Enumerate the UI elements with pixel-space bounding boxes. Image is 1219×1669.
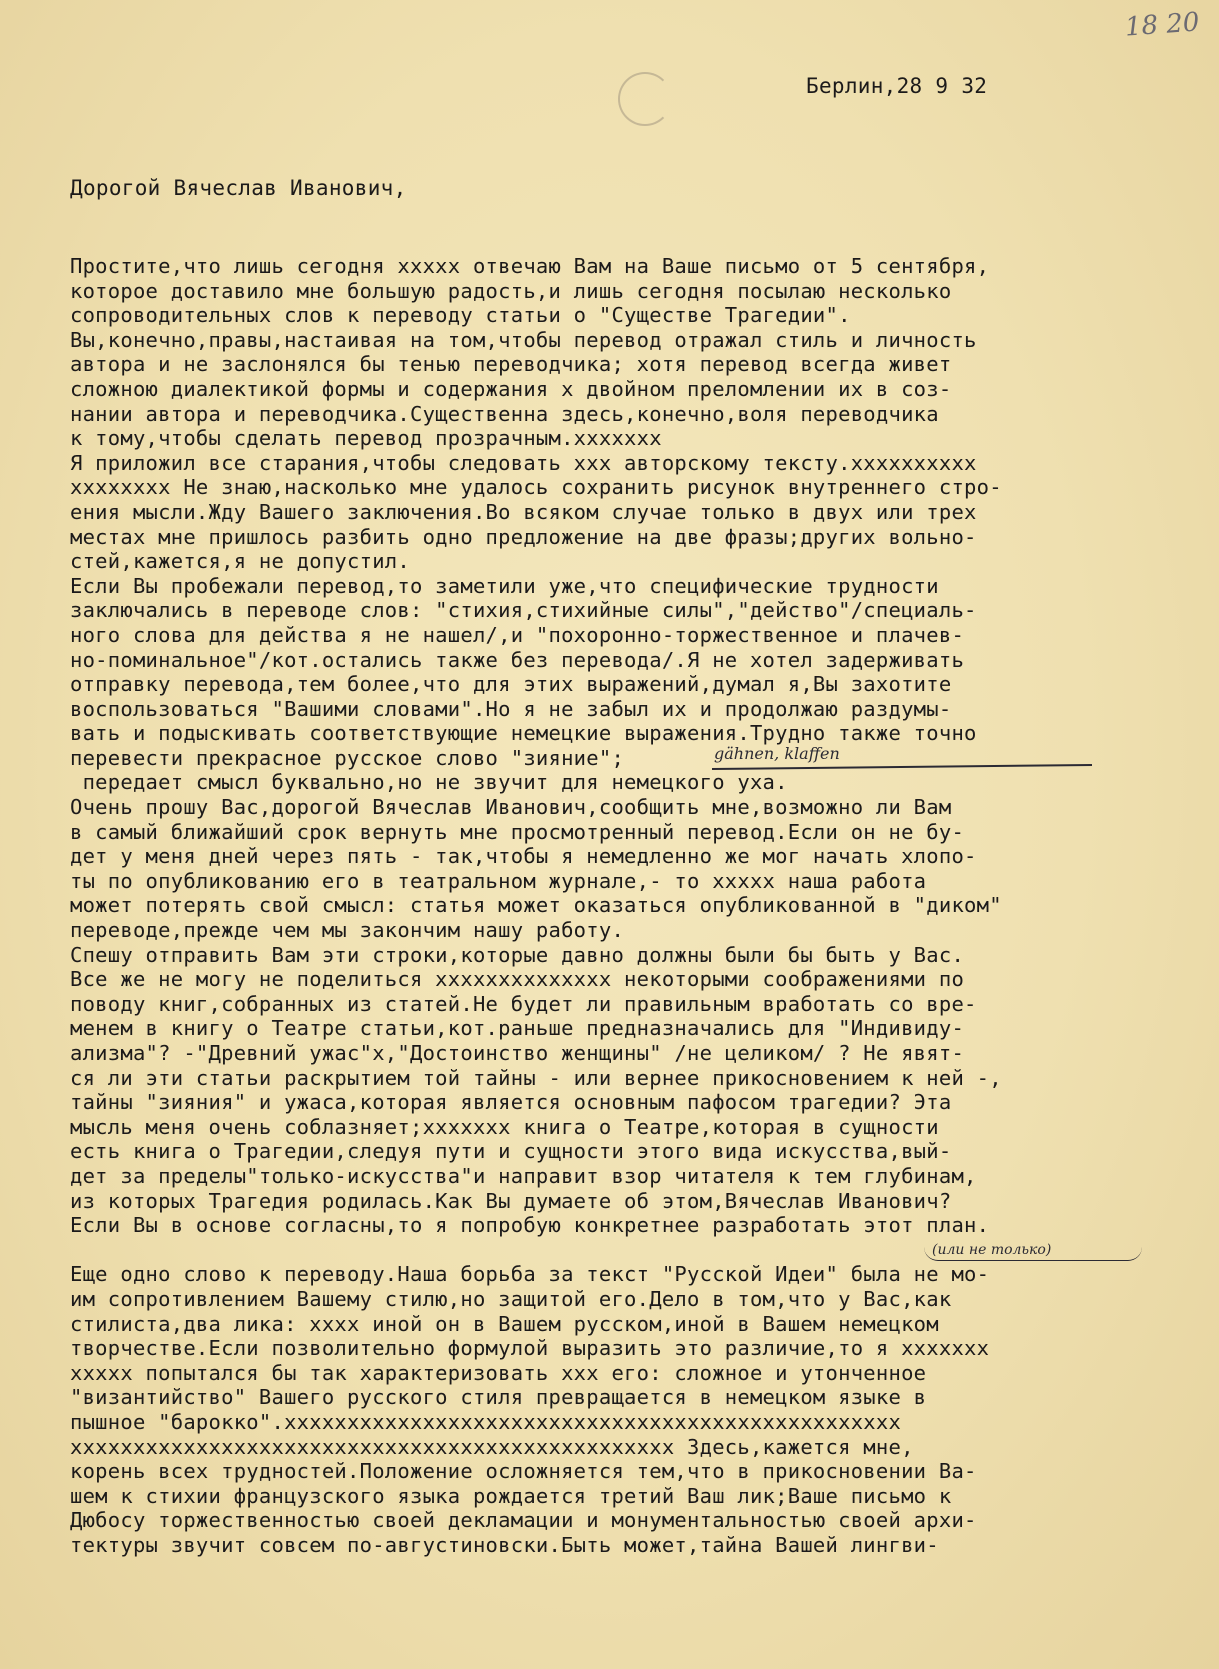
text-line: тектуры звучит совсем по-августиновски.Быть может,тайна Вашей лингви- xyxy=(70,1532,939,1557)
text-line: вать и подыскивать соответствующие немецкие выражения.Трудно также точно xyxy=(70,721,977,746)
text-line: ты по опубликованию его в театральном журнале,- то xxxxx наша работа xyxy=(70,868,927,893)
text-line: может потерять свой смысл: статья может оказаться опубликованной в "диком" xyxy=(70,893,1002,918)
archive-number: 18 20 xyxy=(1123,7,1200,43)
text-line: Если Вы пробежали перевод,то заметили уже,что специфические трудности xyxy=(70,573,939,598)
paragraph-2 xyxy=(70,1262,1180,1557)
text-line: творчестве.Если позволительно формулой выразить это различие,то я xxxxxxx xyxy=(70,1336,990,1361)
text-line: в самый ближайший срок вернуть мне просмотренный перевод.Если он не бу- xyxy=(70,819,965,844)
text-line: мысль меня очень соблазняет;xxxxxxx книга о Театре,которая в сущности xyxy=(70,1114,939,1139)
text-line: дет за пределы"только-искусства"и направит взор читателя к тем глубинам, xyxy=(70,1163,977,1188)
text-line: xxxxxxxx Не знаю,насколько мне удалось сохранить рисунок внутреннего стро- xyxy=(70,475,1002,500)
text-line: местах мне пришлось разбить одно предложение на две фразы;других вольно- xyxy=(70,524,977,549)
text-line: пышное "барокко".xxxxxxxxxxxxxxxxxxxxxxxxxxxxxxxxxxxxxxxxxxxxxxxxx xyxy=(70,1409,902,1434)
text-line: переводе,прежде чем мы закончим нашу работу. xyxy=(70,918,625,943)
text-line: xxxxx попытался бы так характеризовать xxx его: сложное и утонченное xyxy=(70,1360,927,1385)
text-line: стилиста,два лика: xxxx иной он в Вашем русском,иной в Вашем немецком xyxy=(70,1311,939,1336)
handwritten-insert-bracket xyxy=(924,1240,1142,1261)
text-line: сложною диалектикой формы и содержания x двойном преломлении их в соз- xyxy=(70,376,952,401)
text-line: ализма"? -"Древний ужас"x,"Достоинство женщины" /не целиком/ ? Не явят- xyxy=(70,1041,965,1065)
text-line: к тому,чтобы сделать перевод прозрачным.xxxxxxx xyxy=(70,426,662,451)
text-line: Спешу отправить Вам эти строки,которые давно должны были бы быть у Вас. xyxy=(70,942,965,967)
text-line: из которых Трагедия родилась.Как Вы думаете об этом,Вячеслав Иванович? xyxy=(70,1188,952,1213)
text-line: им сопротивлением Вашему стилю,но защитой его.Дело в том,что у Вас,как xyxy=(70,1286,952,1311)
text-line: Еще одно слово к переводу.Наша борьба за текст "Русской Идеи" была не мо- xyxy=(70,1262,990,1287)
place-date: Берлин,28 9 32 xyxy=(806,74,988,98)
text-line: перевести прекрасное русское слово "зияние"; xyxy=(70,745,625,770)
text-line: передает смысл буквально,но не звучит для немецкого уха. xyxy=(70,770,788,795)
text-line: стей,кажется,я не допустил. xyxy=(70,549,410,574)
text-line: отправку перевода,тем более,что для этих выражений,думал я,Вы захотите xyxy=(70,672,952,697)
text-line: Я приложил все старания,чтобы следовать xxx авторскому тексту.xxxxxxxxxx xyxy=(70,450,977,475)
text-line: Если Вы в основе согласны,то я попробую конкретнее разработать этот план. xyxy=(70,1213,990,1238)
text-line: но-поминальное"/кот.остались также без перевода/.Я не хотел задерживать xyxy=(70,647,965,672)
salutation: Дорогой Вячеслав Иванович, xyxy=(70,176,407,200)
text-line: ся ли эти статьи раскрытием той тайны - или вернее прикосновением к ней -, xyxy=(70,1065,1002,1090)
text-line: которое доставило мне большую радость,и лишь сегодня посылаю несколько xyxy=(70,278,952,303)
text-line: ного слова для действа я не нашел/,и "похоронно-торжественное и плачев- xyxy=(70,622,965,647)
text-line: Дюбосу торжественностью своей декламации и монументальностью своей архи- xyxy=(70,1508,977,1533)
text-line: Очень прошу Вас,дорогой Вячеслав Иванович,сообщить мне,возможно ли Вам xyxy=(70,795,952,820)
letter-body xyxy=(70,254,1180,1557)
pencil-circle-mark xyxy=(618,72,672,126)
handwritten-note-insert: (или не только) xyxy=(932,1242,1052,1258)
text-line: ения мысли.Жду Вашего заключения.Во всяком случае только в двух или трех xyxy=(70,499,977,524)
text-line: поводу книг,собранных из статей.Не будет ли правильным вработать со вре- xyxy=(70,991,977,1016)
text-line: Вы,конечно,правы,настаивая на том,чтобы перевод отражал стиль и личность xyxy=(70,327,977,352)
text-line: "византийство" Вашего русского стиля превращается в немецком языке в xyxy=(70,1385,927,1410)
text-line: дет у меня дней через пять - так,чтобы я немедленно же мог начать хлопо- xyxy=(70,844,977,869)
text-line: тайны "зияния" и ужаса,которая является основным пафосом трагедии? Эта xyxy=(70,1090,952,1115)
text-line: нании автора и переводчика.Существенна здесь,конечно,воля переводчика xyxy=(70,401,939,426)
handwritten-note-gaehnen: gähnen, klaffen xyxy=(714,744,840,763)
text-line: корень всех трудностей.Положение осложняется тем,что в прикосновении Ва- xyxy=(70,1459,977,1484)
text-line: xxxxxxxxxxxxxxxxxxxxxxxxxxxxxxxxxxxxxxxxxxxxxxxx Здесь,кажется мне, xyxy=(70,1434,914,1459)
text-line: менем в книгу о Театре статьи,кот.раньше предназначались для "Индивиду- xyxy=(70,1016,965,1041)
paragraph-1 xyxy=(70,254,1180,1238)
text-line: Простите,что лишь сегодня xxxxx отвечаю Вам на Ваше письмо от 5 сентября, xyxy=(70,254,990,278)
text-line: заключались в переводе слов: "стихия,стихийные силы","действо"/специаль- xyxy=(70,598,977,623)
text-line: Все же не могу не поделиться xxxxxxxxxxxxxx некоторыми соображениями по xyxy=(70,967,965,992)
text-line: есть книга о Трагедии,следуя пути и сущности этого вида искусства,вый- xyxy=(70,1139,952,1164)
text-line: шем к стихии французского языка рождается третий Ваш лик;Ваше письмо к xyxy=(70,1483,952,1508)
text-line: воспользоваться "Вашими словами".Но я не забыл их и продолжаю раздумы- xyxy=(70,696,952,721)
text-line: сопроводительных слов к переводу статьи о "Существе Трагедии". xyxy=(70,303,851,328)
text-line: автора и не заслонялся бы тенью переводчика; хотя перевод всегда живет xyxy=(70,352,952,377)
